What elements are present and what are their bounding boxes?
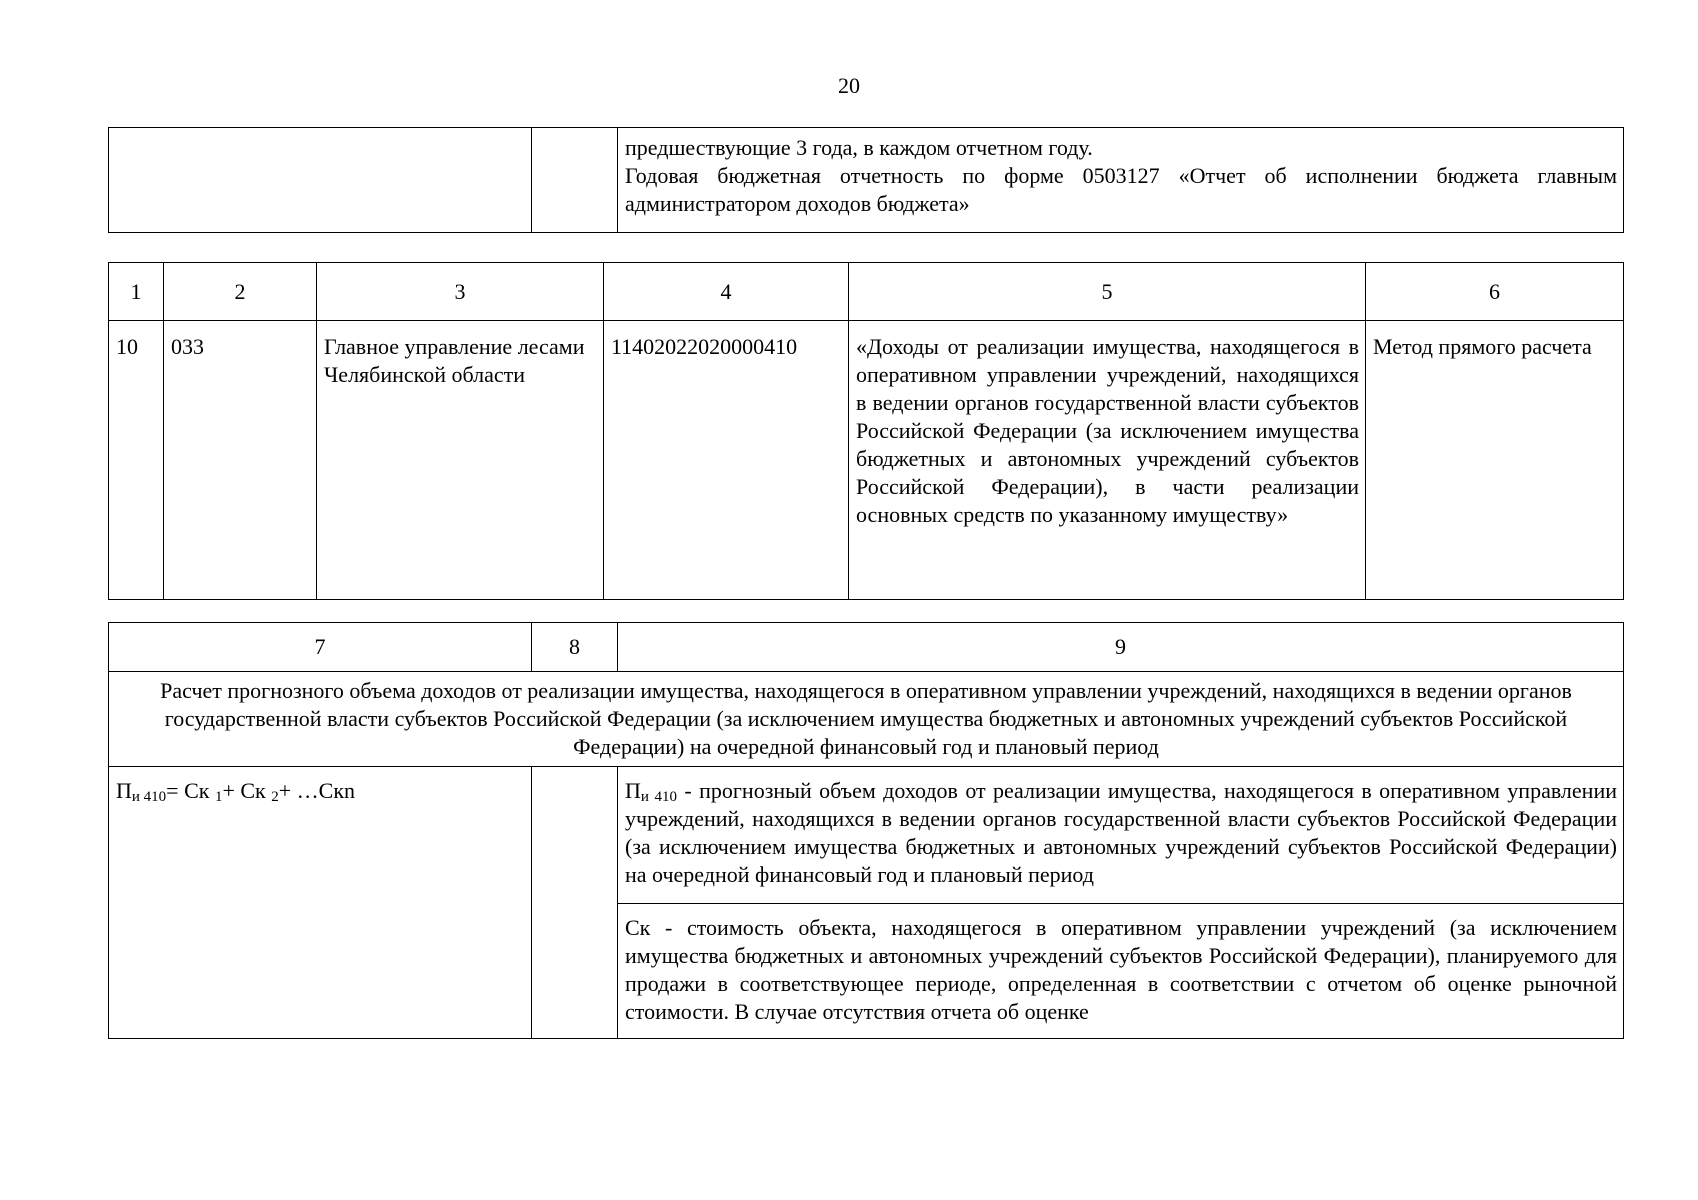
formula-text: + Ск bbox=[222, 778, 272, 803]
row-number-cell: 10 bbox=[109, 321, 164, 600]
admin-code-cell: 033 bbox=[164, 321, 317, 600]
column-header: 5 bbox=[849, 263, 1366, 321]
income-description-cell: «Доходы от реализации имущества, находящегося в оперативном управлении учреждений, находящихся в ведении органов государственной власти субъектов Российской Федерации (за исключением имущества бюджетных и автономных учреждений субъектов Российской Федерации), в части реализации основных средств по указанному имуществу» bbox=[849, 321, 1366, 600]
method-cell: Метод прямого расчета bbox=[1366, 321, 1624, 600]
section-title: Расчет прогнозного объема доходов от реализации имущества, находящегося в оперативном управлении учреждений, находящихся в ведении органов государственной власти субъектов Российской Федерации (за исключением имущества бюджетных и автономных учреждений субъектов Российской Федерации) на очередной финансовый год и плановый период bbox=[109, 672, 1624, 767]
column-header: 4 bbox=[604, 263, 849, 321]
calculation-table bbox=[108, 622, 1624, 1039]
table-row bbox=[109, 128, 1624, 233]
table-cell bbox=[109, 128, 532, 233]
definition-cost-cell: Ск - стоимость объекта, находящегося в оперативном управлении учреждений (за исключением имущества бюджетных и автономных учреждений субъектов Российской Федерации), планируемого для продажи в соответствующее периоде, определенная в соответствии с отчетом об оценке рыночной стоимости. В случае отсутствия отчета об оценке bbox=[618, 904, 1624, 1039]
definition-subscript: и 410 bbox=[640, 789, 678, 805]
formula-symbol: П bbox=[116, 778, 132, 803]
continuation-table bbox=[108, 127, 1624, 233]
table-header-row bbox=[109, 263, 1624, 321]
table-row bbox=[109, 767, 1624, 904]
formula-subscript: 1 bbox=[214, 789, 223, 805]
column-header: 9 bbox=[618, 623, 1624, 672]
definition-forecast-cell bbox=[618, 767, 1624, 904]
formula-subscript: 2 bbox=[271, 789, 279, 805]
main-table bbox=[108, 262, 1624, 600]
source-text-line: предшествующие 3 года, в каждом отчетном году. bbox=[625, 135, 1093, 160]
column-header: 1 bbox=[109, 263, 164, 321]
formula-text: + …Скn bbox=[278, 778, 356, 803]
budget-code-cell: 11402022020000410 bbox=[604, 321, 849, 600]
column-header: 6 bbox=[1366, 263, 1624, 321]
administrator-name-cell: Главное управление лесами Челябинской области bbox=[317, 321, 604, 600]
formula-cell bbox=[109, 767, 532, 1039]
table-cell bbox=[532, 128, 618, 233]
table-header-row bbox=[109, 623, 1624, 672]
column-header: 2 bbox=[164, 263, 317, 321]
definition-text: - прогнозный объем доходов от реализации имущества, находящегося в оперативном управлении учреждений, находящихся в ведении органов государственной власти субъектов Российской Федерации (за исключением имущества бюджетных и автономных учреждений субъектов Российской Федерации) на очередной финансовый год и плановый период bbox=[625, 778, 1617, 887]
section-title-row bbox=[109, 672, 1624, 767]
table-cell bbox=[618, 128, 1624, 233]
table-row bbox=[109, 321, 1624, 600]
page-number: 20 bbox=[838, 73, 860, 98]
definition-symbol: П bbox=[625, 778, 641, 803]
table-cell bbox=[532, 767, 618, 1039]
column-header: 3 bbox=[317, 263, 604, 321]
source-text-paragraph: Годовая бюджетная отчетность по форме 0503127 «Отчет об исполнении бюджета главным администратором доходов бюджета» bbox=[625, 163, 1617, 216]
column-header: 8 bbox=[532, 623, 618, 672]
column-header: 7 bbox=[109, 623, 532, 672]
formula-text: = Ск bbox=[166, 778, 215, 803]
formula-subscript: и 410 bbox=[131, 789, 167, 805]
